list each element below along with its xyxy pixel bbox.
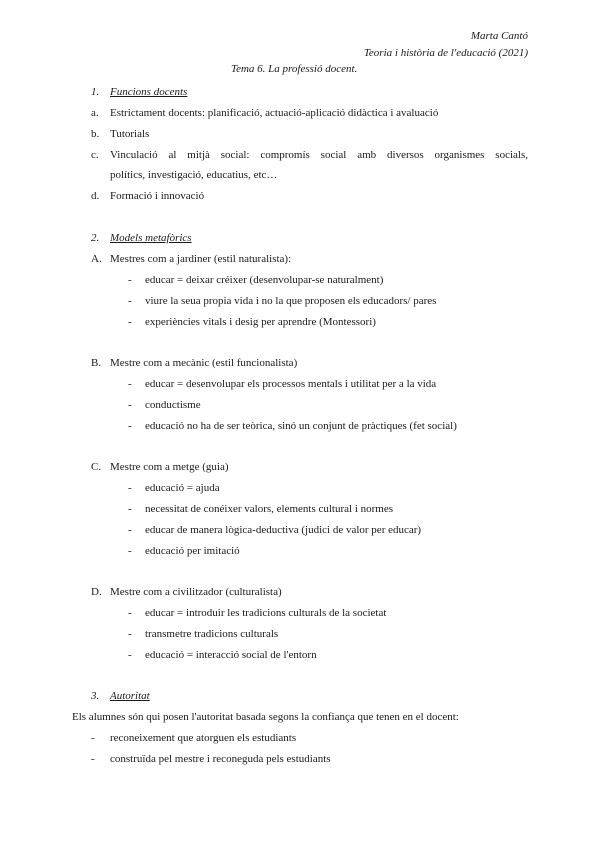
dash-bullet: - <box>128 545 132 557</box>
dash-bullet: - <box>128 378 132 390</box>
model-title: Mestres com a jardiner (estil naturalista): <box>110 253 292 265</box>
item-text: reconeixement que atorguen els estudiants <box>110 732 297 744</box>
dash-bullet: - <box>128 503 132 515</box>
section-number: 2. <box>91 232 100 244</box>
item-marker: a. <box>91 107 99 119</box>
section-title: Models metafòrics <box>110 232 192 244</box>
section-title: Funcions docents <box>110 86 188 98</box>
item-marker: c. <box>91 149 99 161</box>
header-course: Teoria i història de l'educació (2021) <box>363 47 528 59</box>
dash-bullet: - <box>91 732 95 744</box>
model-marker: B. <box>91 357 102 369</box>
dash-bullet: - <box>128 399 132 411</box>
model-title: Mestre com a civilitzador (culturalista) <box>110 586 282 598</box>
section-title: Autoritat <box>110 690 150 702</box>
dash-bullet: - <box>128 274 132 286</box>
dash-bullet: - <box>128 607 132 619</box>
dash-bullet: - <box>128 295 132 307</box>
model-marker: A. <box>91 253 102 265</box>
header-topic: Tema 6. La professió docent. <box>231 63 358 75</box>
item-text: Formació i innovació <box>110 190 205 202</box>
item-text: Tutorials <box>110 128 150 140</box>
item-text: educació per imitació <box>145 545 240 557</box>
item-text: educació = ajuda <box>145 482 220 494</box>
item-text: experiències vitals i desig per aprendre (Montessori) <box>145 316 376 328</box>
item-text: educar = introduir les tradicions culturals de la societat <box>145 607 387 619</box>
dash-bullet: - <box>128 316 132 328</box>
item-marker: d. <box>91 190 100 202</box>
item-text: viure la seua propia vida i no la que proposen els educadors/ pares <box>145 295 437 307</box>
model-marker: C. <box>91 461 102 473</box>
dash-bullet: - <box>128 628 132 640</box>
header-author: Marta Cantó <box>470 30 528 42</box>
item-text: conductisme <box>145 399 201 411</box>
item-text: educació = interacció social de l'entorn <box>145 649 317 661</box>
item-text: educar = desenvolupar els processos mentals i utilitat per a la vida <box>145 378 437 390</box>
item-text: Estrictament docents: planificació, actuació-aplicació didàctica i avaluació <box>110 107 439 119</box>
item-marker: b. <box>91 128 100 140</box>
item-text: transmetre tradicions culturals <box>145 628 279 640</box>
item-text: necessitat de conéixer valors, elements cultural i normes <box>145 503 394 515</box>
section-number: 1. <box>91 86 100 98</box>
model-title: Mestre com a metge (guia) <box>110 461 229 473</box>
item-text: educació no ha de ser teòrica, sinó un conjunt de pràctiques (fet social) <box>145 420 457 432</box>
item-text: educar = deixar créixer (desenvolupar-se naturalment) <box>145 274 384 286</box>
dash-bullet: - <box>128 524 132 536</box>
item-text: polítics, investigació, educatius, etc… <box>110 169 278 181</box>
section-number: 3. <box>91 690 100 702</box>
dash-bullet: - <box>91 753 95 765</box>
model-title: Mestre com a mecànic (estil funcionalista) <box>110 357 298 369</box>
dash-bullet: - <box>128 420 132 432</box>
dash-bullet: - <box>128 482 132 494</box>
dash-bullet: - <box>128 649 132 661</box>
model-marker: D. <box>91 586 102 598</box>
item-text: construïda pel mestre i reconeguda pels estudiants <box>110 753 331 765</box>
item-text: Vinculació al mitjà social: compromís social amb diversos organismes socials, <box>110 149 528 161</box>
intro-text: Els alumnes són qui posen l'autoritat basada segons la confiança que tenen en el docent: <box>72 711 459 723</box>
item-text: educar de manera lògica-deductiva (judici de valor per educar) <box>145 524 422 536</box>
